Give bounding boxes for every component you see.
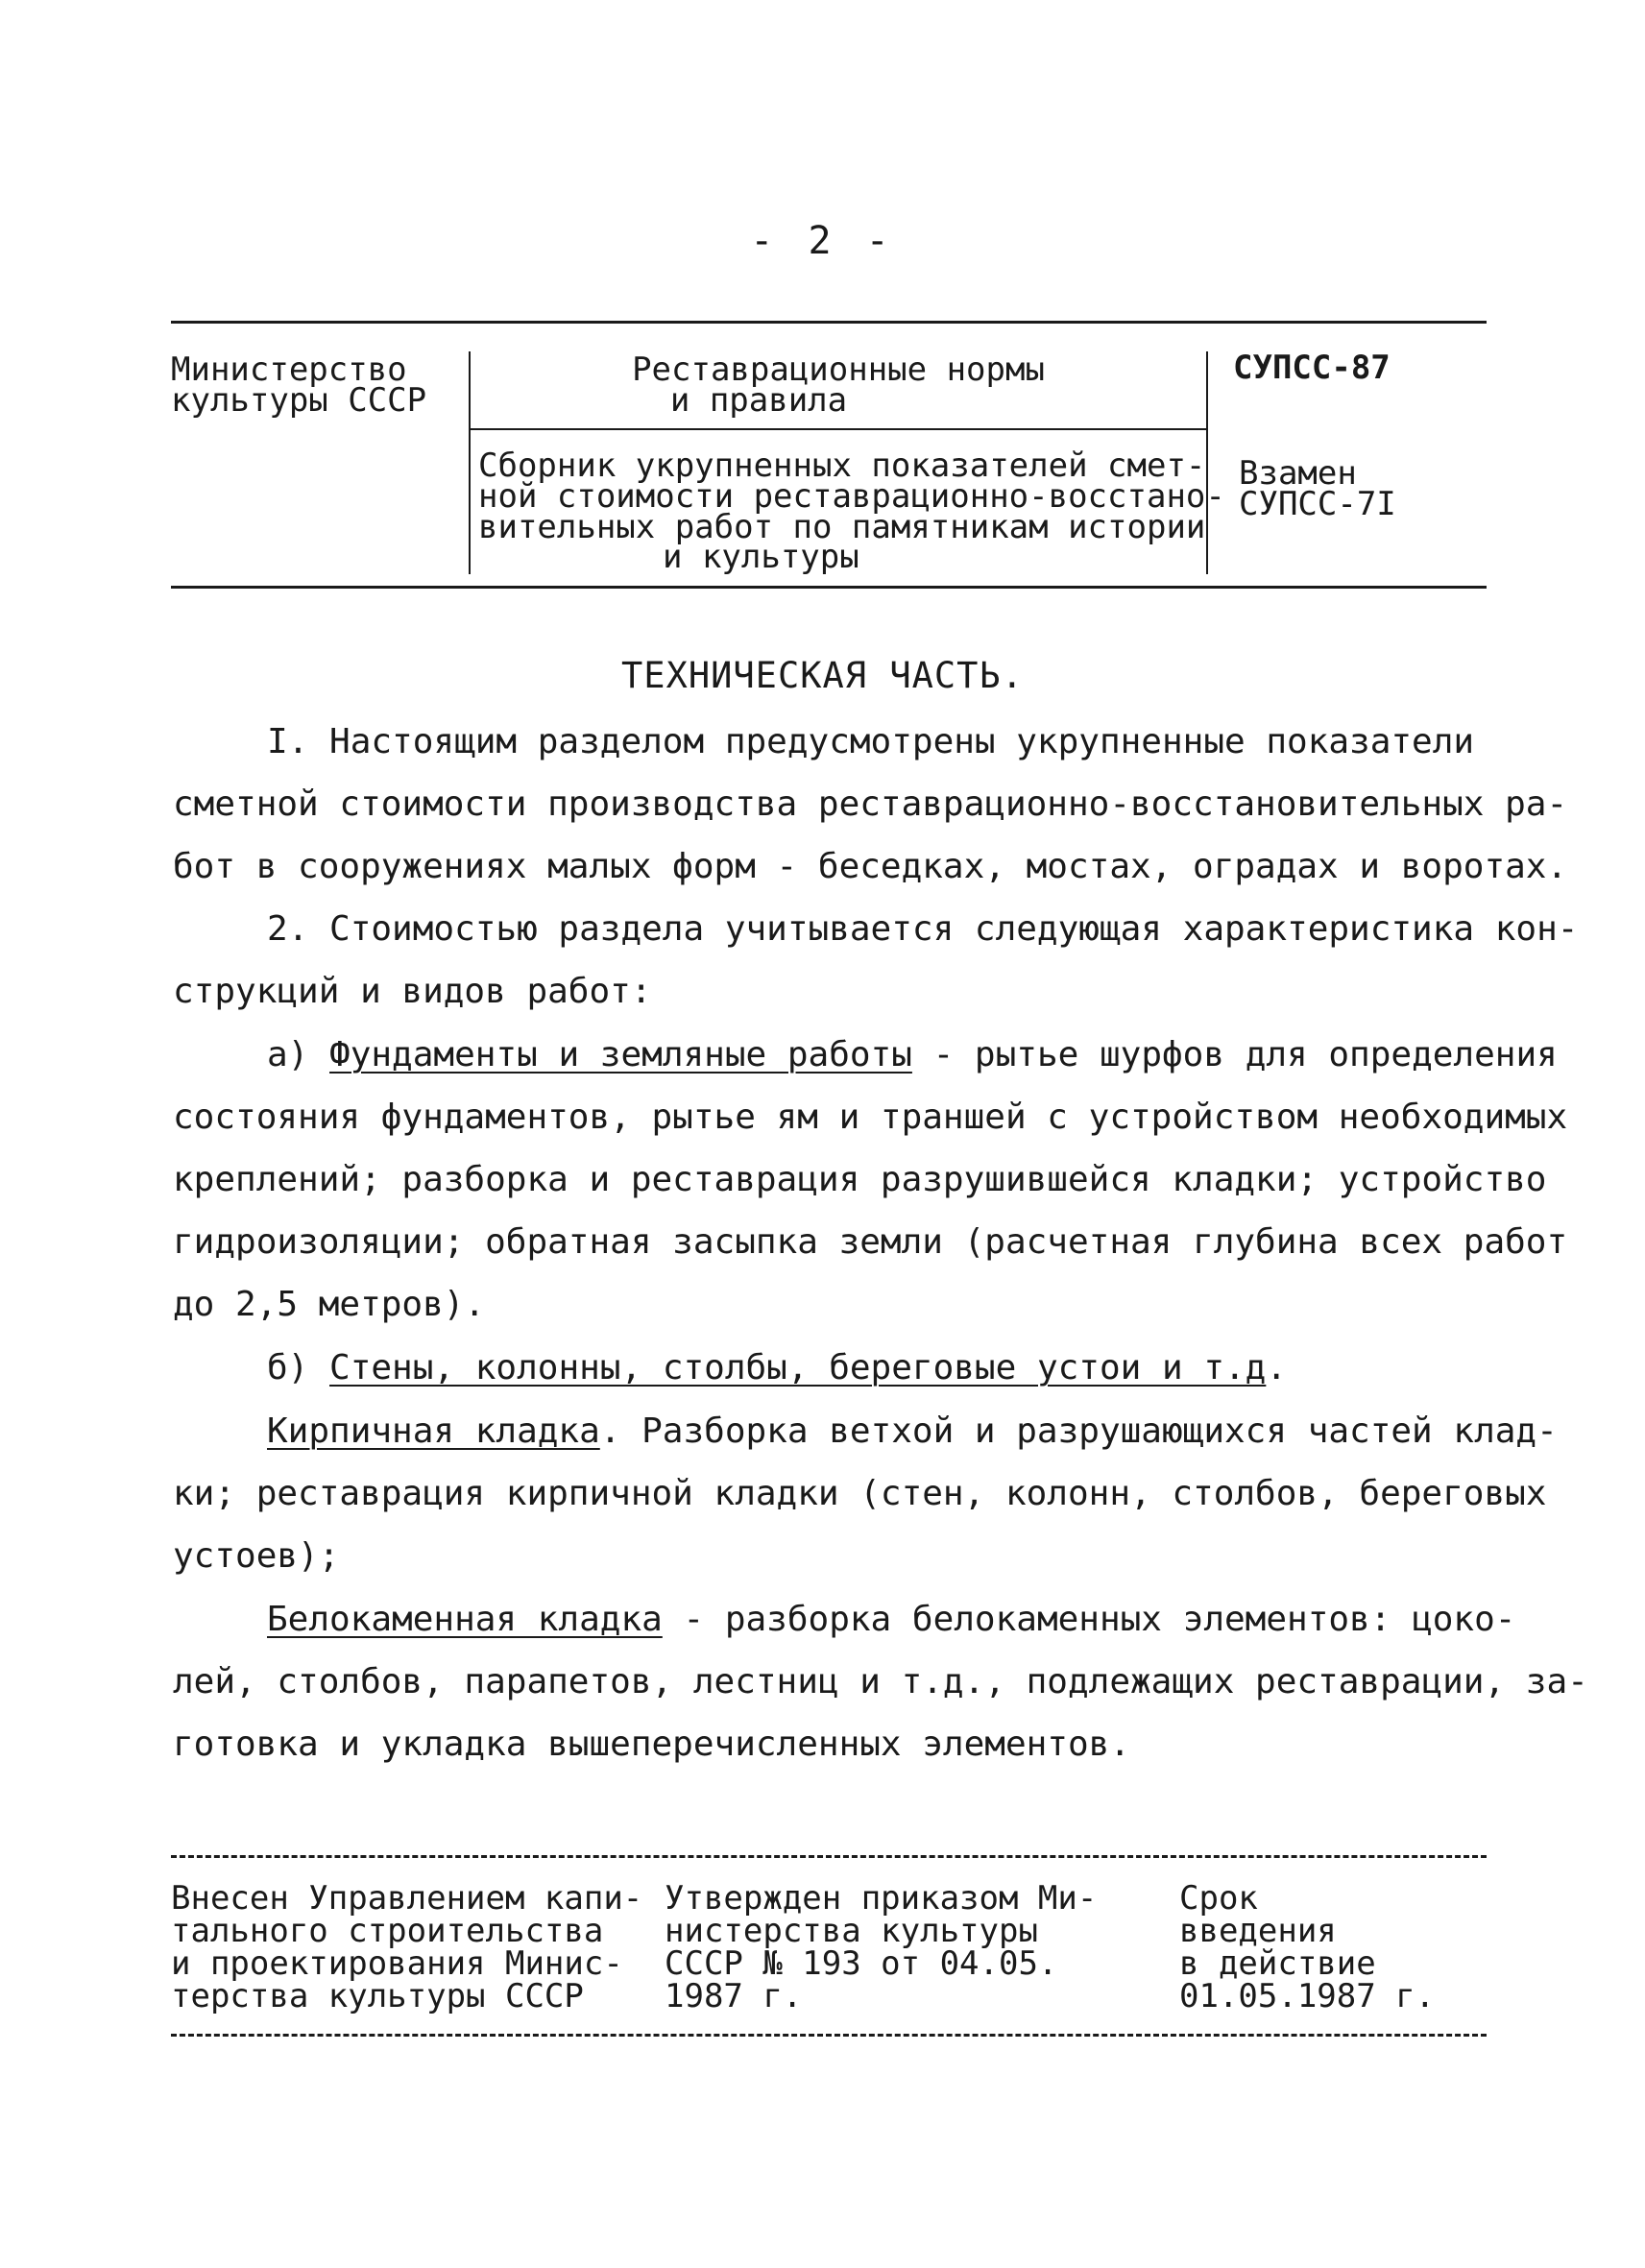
item-a-prefix: а) xyxy=(267,1035,330,1074)
item-a-line-4: гидроизоляции; обратная засыпка земли (расчетная глубина всех работ xyxy=(173,1222,1568,1262)
footer-col-effective xyxy=(1179,1879,1436,2015)
footer-bottom-rule xyxy=(171,2034,1487,2037)
white-stone-line-3: готовка и укладка вышеперечисленных элементов. xyxy=(173,1725,1130,1764)
white-stone-line-1 xyxy=(267,1588,1563,1651)
section-title: ТЕХНИЧЕСКАЯ ЧАСТЬ. xyxy=(621,655,1024,696)
item-a-line-1-rest: - рытье шурфов для определения xyxy=(911,1035,1558,1074)
page-number: - 2 - xyxy=(750,219,895,263)
p1-line-2: сметной стоимости производства реставрационно-восстановительных ра- xyxy=(173,784,1568,824)
item-b-prefix: б) xyxy=(267,1348,330,1387)
footer-introduced-line-3: и проектирования Минис- xyxy=(171,1944,623,1983)
ministry-line-2: культуры СССР xyxy=(171,381,427,420)
footer-approved-line-1: Утвержден приказом Ми- xyxy=(665,1879,1098,1918)
item-a-line-3: креплений; разборка и реставрация разрушившейся кладки; устройство xyxy=(173,1160,1547,1199)
footer-introduced-line-4: терства культуры СССР xyxy=(171,1977,584,2015)
header-divider-right xyxy=(1206,351,1208,574)
item-b-title: Стены, колонны, столбы, береговые устои и т.д xyxy=(329,1348,1267,1387)
header-top-rule xyxy=(171,321,1487,324)
white-stone-line-1-rest: - разборка белокаменных элементов: цоко- xyxy=(662,1600,1516,1639)
brick-line-1 xyxy=(267,1400,1563,1462)
item-a-line-1 xyxy=(267,1024,1563,1086)
header-inner-rule xyxy=(469,428,1208,430)
footer-effective-line-3: в действие xyxy=(1179,1944,1376,1983)
brick-line-3: устоев); xyxy=(173,1536,340,1576)
p1-line-1: I. Настоящим разделом предусмотрены укрупненные показатели xyxy=(267,722,1475,761)
white-stone-title: Белокаменная кладка xyxy=(267,1600,663,1639)
footer-effective-line-2: введения xyxy=(1179,1912,1337,1950)
document-code: СУПСС-87 xyxy=(1233,349,1391,387)
brick-line-1-rest: . Разборка ветхой и разрушающихся частей клад- xyxy=(599,1411,1558,1451)
white-stone-line-2: лей, столбов, парапетов, лестниц и т.д., подлежащих реставрации, за- xyxy=(173,1662,1588,1701)
footer-effective-line-4: 01.05.1987 г. xyxy=(1179,1977,1436,2015)
replaces-code: СУПСС-7I xyxy=(1239,485,1396,523)
p1-line-3: бот в сооружениях малых форм - беседках, мостах, оградах и воротах. xyxy=(173,847,1568,886)
replaces-label: Взамен xyxy=(1239,454,1357,493)
header-bottom-rule xyxy=(171,586,1487,589)
ministry-line-1: Министерство xyxy=(171,350,407,389)
item-a-line-2: состояния фундаментов, рытье ям и траншей с устройством необходимых xyxy=(173,1098,1568,1137)
footer-top-rule xyxy=(171,1855,1487,1858)
item-b-line xyxy=(267,1337,1563,1399)
p2-line-2: струкций и видов работ: xyxy=(173,972,652,1011)
footer-col-introduced xyxy=(171,1879,643,2015)
item-a-title: Фундаменты и земляные работы xyxy=(329,1035,912,1074)
collection-line-3: вительных работ по памятникам истории xyxy=(478,508,1206,546)
footer-col-approved xyxy=(665,1879,1098,2015)
brick-line-2: ки; реставрация кирпичной кладки (стен, колонн, столбов, береговых xyxy=(173,1474,1547,1513)
collection-line-1: Сборник укрупненных показателей смет- xyxy=(478,446,1206,485)
p2-line-1: 2. Стоимостью раздела учитывается следующая характеристика кон- xyxy=(267,909,1579,949)
footer-introduced-line-2: тального строительства xyxy=(171,1912,604,1950)
item-b-suffix: . xyxy=(1266,1348,1288,1387)
brick-title: Кирпичная кладка xyxy=(267,1411,600,1451)
norms-title-line-1: Реставрационные нормы xyxy=(632,350,1045,389)
footer-approved-line-4: 1987 г. xyxy=(665,1977,803,2015)
footer-introduced-line-1: Внесен Управлением капи- xyxy=(171,1879,643,1918)
collection-line-4: и культуры xyxy=(663,538,859,576)
footer-approved-line-2: нистерства культуры xyxy=(665,1912,1038,1950)
footer-effective-line-1: Срок xyxy=(1179,1879,1258,1918)
norms-title-line-2: и правила xyxy=(669,381,848,420)
collection-line-2: ной стоимости реставрационно-восстано- xyxy=(478,477,1225,516)
item-a-line-5: до 2,5 метров). xyxy=(173,1285,486,1324)
footer-approved-line-3: СССР № 193 от 04.05. xyxy=(665,1944,1058,1983)
